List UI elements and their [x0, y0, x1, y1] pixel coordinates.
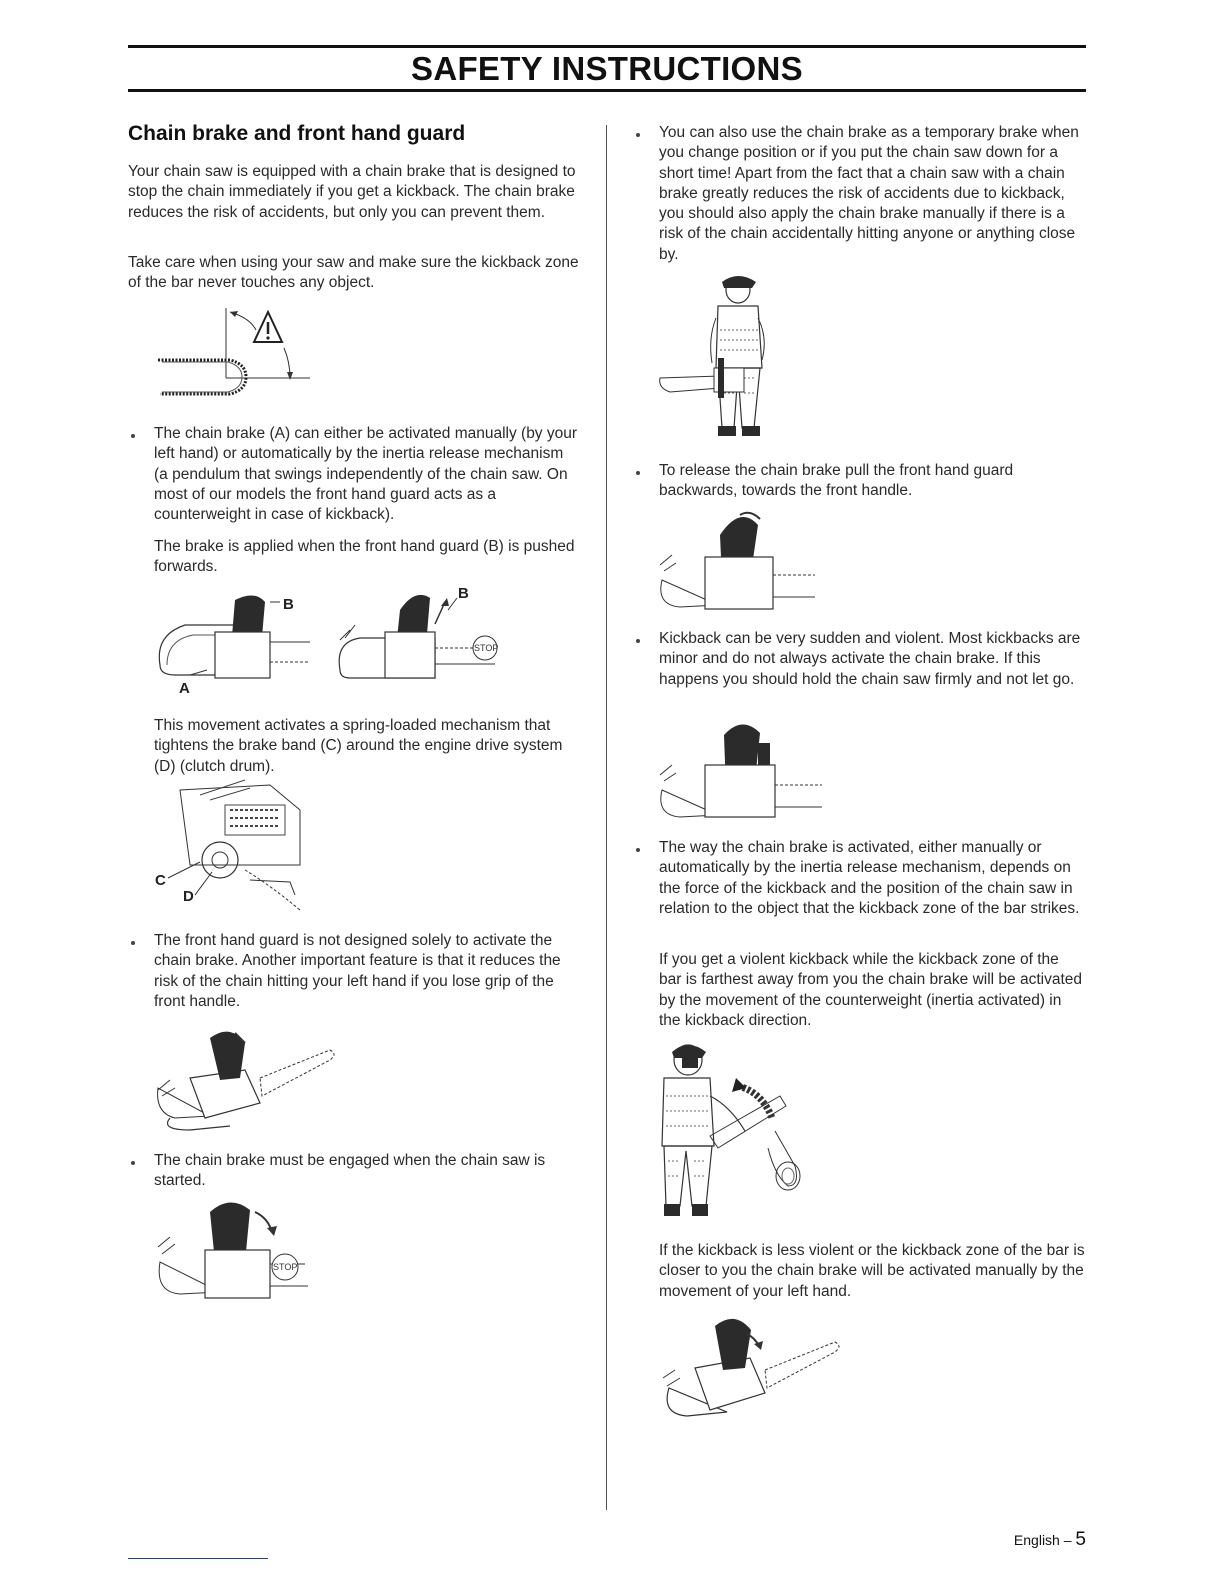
section-heading: Chain brake and front hand guard — [128, 122, 466, 145]
stop-sign-1: STOP — [474, 643, 499, 653]
manual-activation-figure — [655, 1308, 845, 1428]
footer-dash: – — [1063, 1532, 1072, 1548]
spring-mechanism-paragraph: This movement activates a spring-loaded mechanism that tightens the brake band (C) around the engine drive system (D) (clutch drum). — [154, 717, 563, 775]
less-violent-kickback-paragraph: If the kickback is less violent or the kickback zone of the bar is closer to you the chain brake will be activated manually by the movement of your left hand. — [659, 1242, 1085, 1300]
kickback-hold-figure — [650, 715, 830, 825]
bullet-marker — [636, 133, 640, 137]
bullet-marker — [131, 434, 135, 438]
bullet-brake-applied: The brake is applied when the front hand guard (B) is pushed forwards. — [154, 538, 575, 576]
brake-band-c-d-figure — [150, 770, 310, 920]
stop-sign-2: STOP — [273, 1262, 298, 1272]
column-divider — [606, 125, 607, 1510]
bullet-brake-engaged-start: The chain brake must be engaged when the chain saw is started. — [154, 1152, 546, 1190]
release-brake-figure — [650, 505, 820, 615]
label-b-right: B — [458, 585, 469, 602]
header-rule-top — [128, 45, 1086, 48]
bullet-kickback-violent: Kickback can be very sudden and violent. Most kickbacks are minor and do not always activate the chain brake. If this happens you should hold the chain saw firmly and not let go. — [659, 630, 1081, 688]
kickback-zone-figure — [150, 300, 320, 410]
label-a: A — [179, 680, 190, 697]
violent-kickback-paragraph: If you get a violent kickback while the kickback zone of the bar is farthest away from you the chain brake will be activated by the movement of the counterweight (inertia activated) in the kickback direction. — [659, 951, 1083, 1029]
bullet-temporary-brake: You can also use the chain brake as a temporary brake when you change position or if you put the chain saw down for a short time! Apart from the fact that a chain saw with a chain brake greatly reduces the risk of accidents due to kickback, you should also apply the chain brake manually if there is a risk of the chain accidentally hitting anyone or anything close by. — [659, 124, 1079, 263]
page-number: 5 — [1075, 1529, 1086, 1550]
hand-guard-a-b-figure — [145, 580, 525, 700]
bullet-marker — [131, 941, 135, 945]
label-c: C — [155, 872, 166, 889]
header-rule-bottom — [128, 89, 1086, 92]
intro-paragraph-1: Your chain saw is equipped with a chain brake that is designed to stop the chain immediately if you get a kickback. The chain brake reduces the risk of accidents, but only you can prevent them. — [128, 163, 576, 221]
label-d: D — [183, 888, 194, 905]
bullet-marker — [131, 1161, 135, 1165]
footer-rule — [128, 1558, 268, 1559]
inertia-kickback-figure — [650, 1036, 820, 1226]
label-b-left: B — [283, 596, 294, 613]
operator-standing-figure — [650, 268, 780, 448]
bullet-marker — [636, 848, 640, 852]
page-footer — [1014, 1529, 1086, 1551]
saw-start-stop-figure — [150, 1192, 320, 1307]
bullet-hand-guard-purpose: The front hand guard is not designed solely to activate the chain brake. Another important feature is that it reduces the risk of the chain hitting your left hand if you lose grip of the front handle. — [154, 932, 561, 1010]
saw-hand-guard-figure — [150, 1018, 340, 1138]
bullet-marker — [636, 471, 640, 475]
intro-paragraph-2: Take care when using your saw and make sure the kickback zone of the bar never touches any object. — [128, 254, 579, 292]
bullet-chain-brake-activation: The chain brake (A) can either be activated manually (by your left hand) or automatically by the inertia release mechanism (a pendulum that swings independently of the chain saw. On most of our models the front hand guard acts as a counterweight in case of kickback). — [154, 425, 578, 524]
bullet-release-brake: To release the chain brake pull the front hand guard backwards, towards the front handle. — [659, 462, 1014, 500]
bullet-activation-method: The way the chain brake is activated, either manually or automatically by the inertia release mechanism, depends on the force of the kickback and the position of the chain saw in relation to the object that the kickback zone of the bar strikes. — [659, 839, 1080, 917]
bullet-marker — [636, 639, 640, 643]
page-title: SAFETY INSTRUCTIONS — [411, 50, 803, 87]
footer-language: English — [1013, 1532, 1060, 1548]
